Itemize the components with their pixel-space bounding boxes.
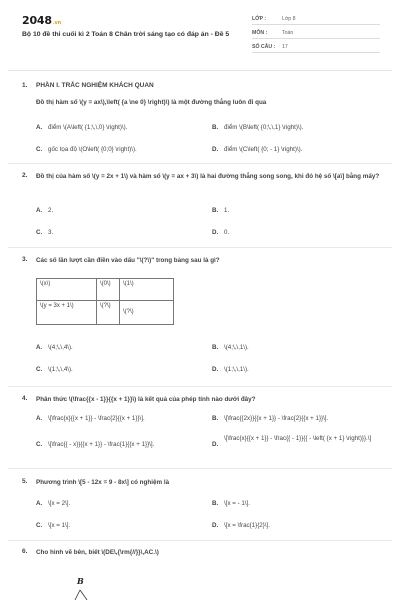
question-number: 1. (22, 82, 28, 89)
site-logo[interactable] (22, 14, 61, 27)
question-body (36, 82, 381, 108)
answer-option-c[interactable] (36, 146, 137, 154)
question-divider (8, 386, 392, 387)
answer-option-c[interactable] (36, 441, 201, 449)
answer-option-d[interactable] (212, 366, 249, 374)
answer-option-d[interactable] (212, 146, 302, 154)
meta-key: MÔN : (252, 30, 268, 36)
question-body (36, 478, 381, 488)
option-text: \(1;\,\,1\). (224, 366, 249, 373)
option-text: \[x = \frac{1}{2}\]. (224, 522, 270, 529)
question-divider (8, 247, 392, 248)
header-divider (8, 70, 392, 71)
option-text: \[x = - 1\]. (224, 500, 250, 507)
option-letter: B. (212, 500, 219, 507)
edge-bc (80, 590, 87, 600)
option-text: \[\frac{x}{{x + 1}} - \frac{2}{{x + 1}}\]. (48, 415, 145, 422)
table-cell: \(1\) (120, 279, 174, 301)
option-letter: A. (36, 207, 43, 214)
option-letter: B. (212, 207, 219, 214)
question-number: 6. (22, 548, 28, 555)
option-text: \(1;\,\,4\). (48, 366, 73, 373)
option-text: \[\frac{{ - x}}{{x + 1}} - \frac{1}{{x + 1}}\]. (48, 441, 155, 448)
option-text: \(4;\,\,4\). (48, 344, 73, 351)
answer-option-d[interactable] (212, 522, 270, 530)
logo-suffix: .vn (52, 20, 61, 26)
table-cell: \(x\) (37, 279, 97, 301)
meta-value: Toán (282, 30, 294, 36)
meta-row-question-count (252, 42, 380, 53)
table-cell: \(0\) (97, 279, 120, 301)
option-letter: A. (36, 500, 43, 507)
question-3 (22, 256, 382, 380)
question-number: 2. (22, 172, 28, 179)
option-text: gốc tọa độ \(O\left( {0;0} \right)\). (48, 146, 137, 153)
answer-option-c[interactable] (36, 229, 53, 237)
question-divider (8, 468, 392, 469)
document-title: Bộ 10 đề thi cuối kì 2 Toán 8 Chân trời sáng tạo có đáp án - Đề 5 (22, 31, 230, 38)
vertex-label-b: B (77, 576, 84, 586)
question-body (36, 548, 381, 558)
option-text: điểm \(A\left( {1;\,\,0} \right)\). (48, 124, 128, 131)
question-stem: Phương trình \[5 - 12x = 9 - 8x\] có nghiệm là (36, 479, 170, 486)
option-letter: D. (212, 366, 219, 373)
question-number: 5. (22, 478, 28, 485)
option-letter: D. (212, 146, 219, 153)
option-letter: A. (36, 344, 43, 351)
option-letter: C. (36, 366, 43, 373)
answer-option-b[interactable] (212, 207, 229, 215)
option-text: 0. (224, 229, 230, 236)
edge-ba (75, 590, 80, 600)
answer-option-a[interactable] (36, 207, 53, 215)
question-stem: Cho hình vẽ bên, biết \(DE\,{\rm{//}}\,AC.\) (36, 549, 159, 556)
exam-meta (252, 14, 380, 56)
question-number: 3. (22, 256, 28, 263)
answer-option-a[interactable] (36, 344, 73, 352)
option-letter: C. (36, 146, 43, 153)
table-row (37, 279, 174, 301)
question-4 (22, 395, 382, 467)
option-letter: C. (36, 522, 43, 529)
option-text: \[x = 2\]. (48, 500, 71, 507)
option-text: điểm \(C\left( {0; - 1} \right)\). (224, 146, 303, 153)
answer-option-c[interactable] (36, 366, 73, 374)
option-text: 1. (224, 207, 230, 214)
answer-option-a[interactable] (36, 500, 70, 508)
question-number: 4. (22, 395, 28, 402)
question-divider (8, 163, 392, 164)
option-letter: B. (212, 415, 219, 422)
option-letter: C. (36, 229, 43, 236)
question-2 (22, 172, 382, 242)
question-6 (22, 548, 382, 568)
option-letter: D. (212, 441, 219, 448)
option-letter: B. (212, 124, 219, 131)
answer-option-c[interactable] (36, 522, 70, 530)
question-stem: Đồ thị của hàm số \(y = 2x + 1\) và hàm số \(y = ax + 3\) là hai đường thẳng song song, khi đó hệ số \[a\] bằng mấy? (36, 173, 380, 180)
question-body (36, 172, 381, 182)
meta-value: Lớp 8 (282, 16, 296, 22)
answer-option-d[interactable] (212, 435, 382, 448)
option-text: 3. (48, 229, 54, 236)
option-text: \[\frac{{2x}}{{x + 1}} - \frac{2}{{x + 1}}\]. (224, 415, 329, 422)
question-5 (22, 478, 382, 540)
geometry-figure (70, 576, 110, 600)
option-letter: B. (212, 344, 219, 351)
question-body (36, 395, 381, 405)
option-text: 2. (48, 207, 54, 214)
logo-text: 2048 (22, 14, 52, 27)
meta-row-subject (252, 28, 380, 39)
question-divider (8, 540, 392, 541)
question-stem: Phân thức \(\frac{{x - 1}}{{x + 1}}\) là kết quả của phép tính nào dưới đây? (36, 396, 256, 403)
option-letter: D. (212, 229, 219, 236)
answer-option-b[interactable] (212, 344, 249, 352)
option-letter: A. (36, 124, 43, 131)
option-text: \[x = 1\]. (48, 522, 71, 529)
question-1 (22, 82, 382, 162)
answer-option-b[interactable] (212, 500, 250, 508)
question-stem: Đồ thị hàm số \(y = ax\),\left( {a \ne 0} \right)\) là một đường thẳng luôn đi qua (36, 99, 267, 106)
option-letter: A. (36, 415, 43, 422)
meta-key: SỐ CÂU : (252, 44, 276, 50)
answer-option-b[interactable] (212, 124, 303, 132)
option-text: điểm \(B\left( {0;\,\,1} \right)\). (224, 124, 304, 131)
meta-row-grade (252, 14, 380, 25)
question-body (36, 256, 381, 266)
answer-option-b[interactable] (212, 415, 382, 423)
answer-option-d[interactable] (212, 229, 229, 237)
option-text: \[\frac{x}{{x + 1}} - \frac{{ - 1}}{{ - \left( {x + 1} \right)}}.\] (224, 435, 372, 442)
meta-value: 17 (282, 44, 288, 50)
table-cell: \(?\) (97, 301, 120, 325)
option-letter: C. (36, 441, 43, 448)
triangle-drawing (70, 576, 110, 600)
table-cell: \(?\) (120, 301, 174, 325)
answer-option-a[interactable] (36, 124, 127, 132)
option-letter: D. (212, 522, 219, 529)
table-row (37, 301, 174, 325)
value-table (36, 278, 174, 325)
table-cell: \(y = 3x + 1\) (37, 301, 97, 325)
meta-key: LỚP : (252, 16, 267, 22)
option-text: \(4;\,\,1\). (224, 344, 249, 351)
page-header (0, 0, 400, 58)
question-stem: Các số lần lượt cần điền vào dấu "\(?\)" trong bảng sau là gì? (36, 257, 220, 264)
answer-option-a[interactable] (36, 415, 201, 423)
section-title: PHẦN I. TRẮC NGHIỆM KHÁCH QUAN (36, 82, 154, 89)
